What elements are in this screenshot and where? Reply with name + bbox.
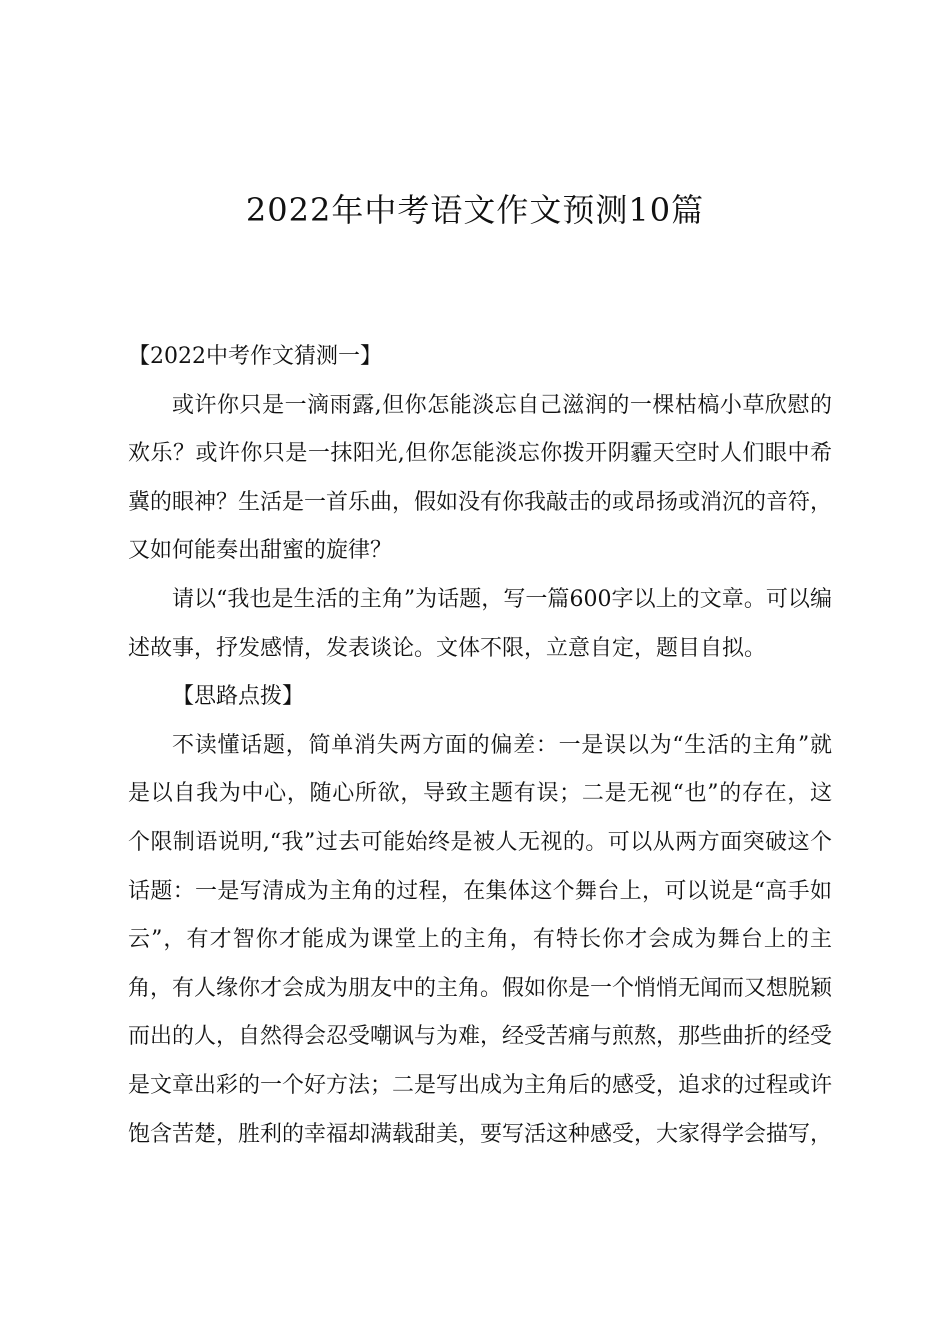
section-heading: 【2022中考作文猜测一】 — [128, 344, 382, 369]
prompt-paragraph-1: 或许你只是一滴雨露,但你怎能淡忘自己滋润的一棵枯槁小草欣慰的欢乐？或许你只是一抹阳光,但你怎能淡忘你拨开阴霾天空时人们眼中希冀的眼神？生活是一首乐曲，假如没有你我敲击的或昂扬或消沉的音符，又如何能奏出甜蜜的旋律？ — [128, 392, 833, 564]
document-title: 2022年中考语文作文预测10篇 — [245, 191, 705, 229]
prompt-paragraph-2: 请以“我也是生活的主角”为话题，写一篇600字以上的文章。可以编述故事，抒发感情，发表谈论。文体不限，立意自定，题目自拟。 — [128, 586, 832, 661]
document-body — [128, 333, 832, 1159]
analysis-subheading: 【思路点拨】 — [172, 684, 305, 710]
analysis-paragraph: 不读懂话题，简单消失两方面的偏差：一是误以为“生活的主角”就是以自我为中心，随心所欲，导致主题有误；二是无视“也”的存在，这个限制语说明,“我”过去可能始终是被人无视的。可以从两方面突破这个话题：一是写清成为主角的过程，在集体这个舞台上，可以说是“高手如云”，有才智你才能成为课堂上的主角，有特长你才会成为舞台上的主角，有人缘你才会成为朋友中的主角。假如你是一个悄悄无闻而又想脱颖而出的人，自然得会忍受嘲讽与为难，经受苦痛与煎熬，那些曲折的经受是文章出彩的一个好方法；二是写出成为主角后的感受，追求的过程或许饱含苦楚，胜利的幸福却满载甜美，要写活这种感受，大家得学会描写， — [128, 732, 833, 1147]
